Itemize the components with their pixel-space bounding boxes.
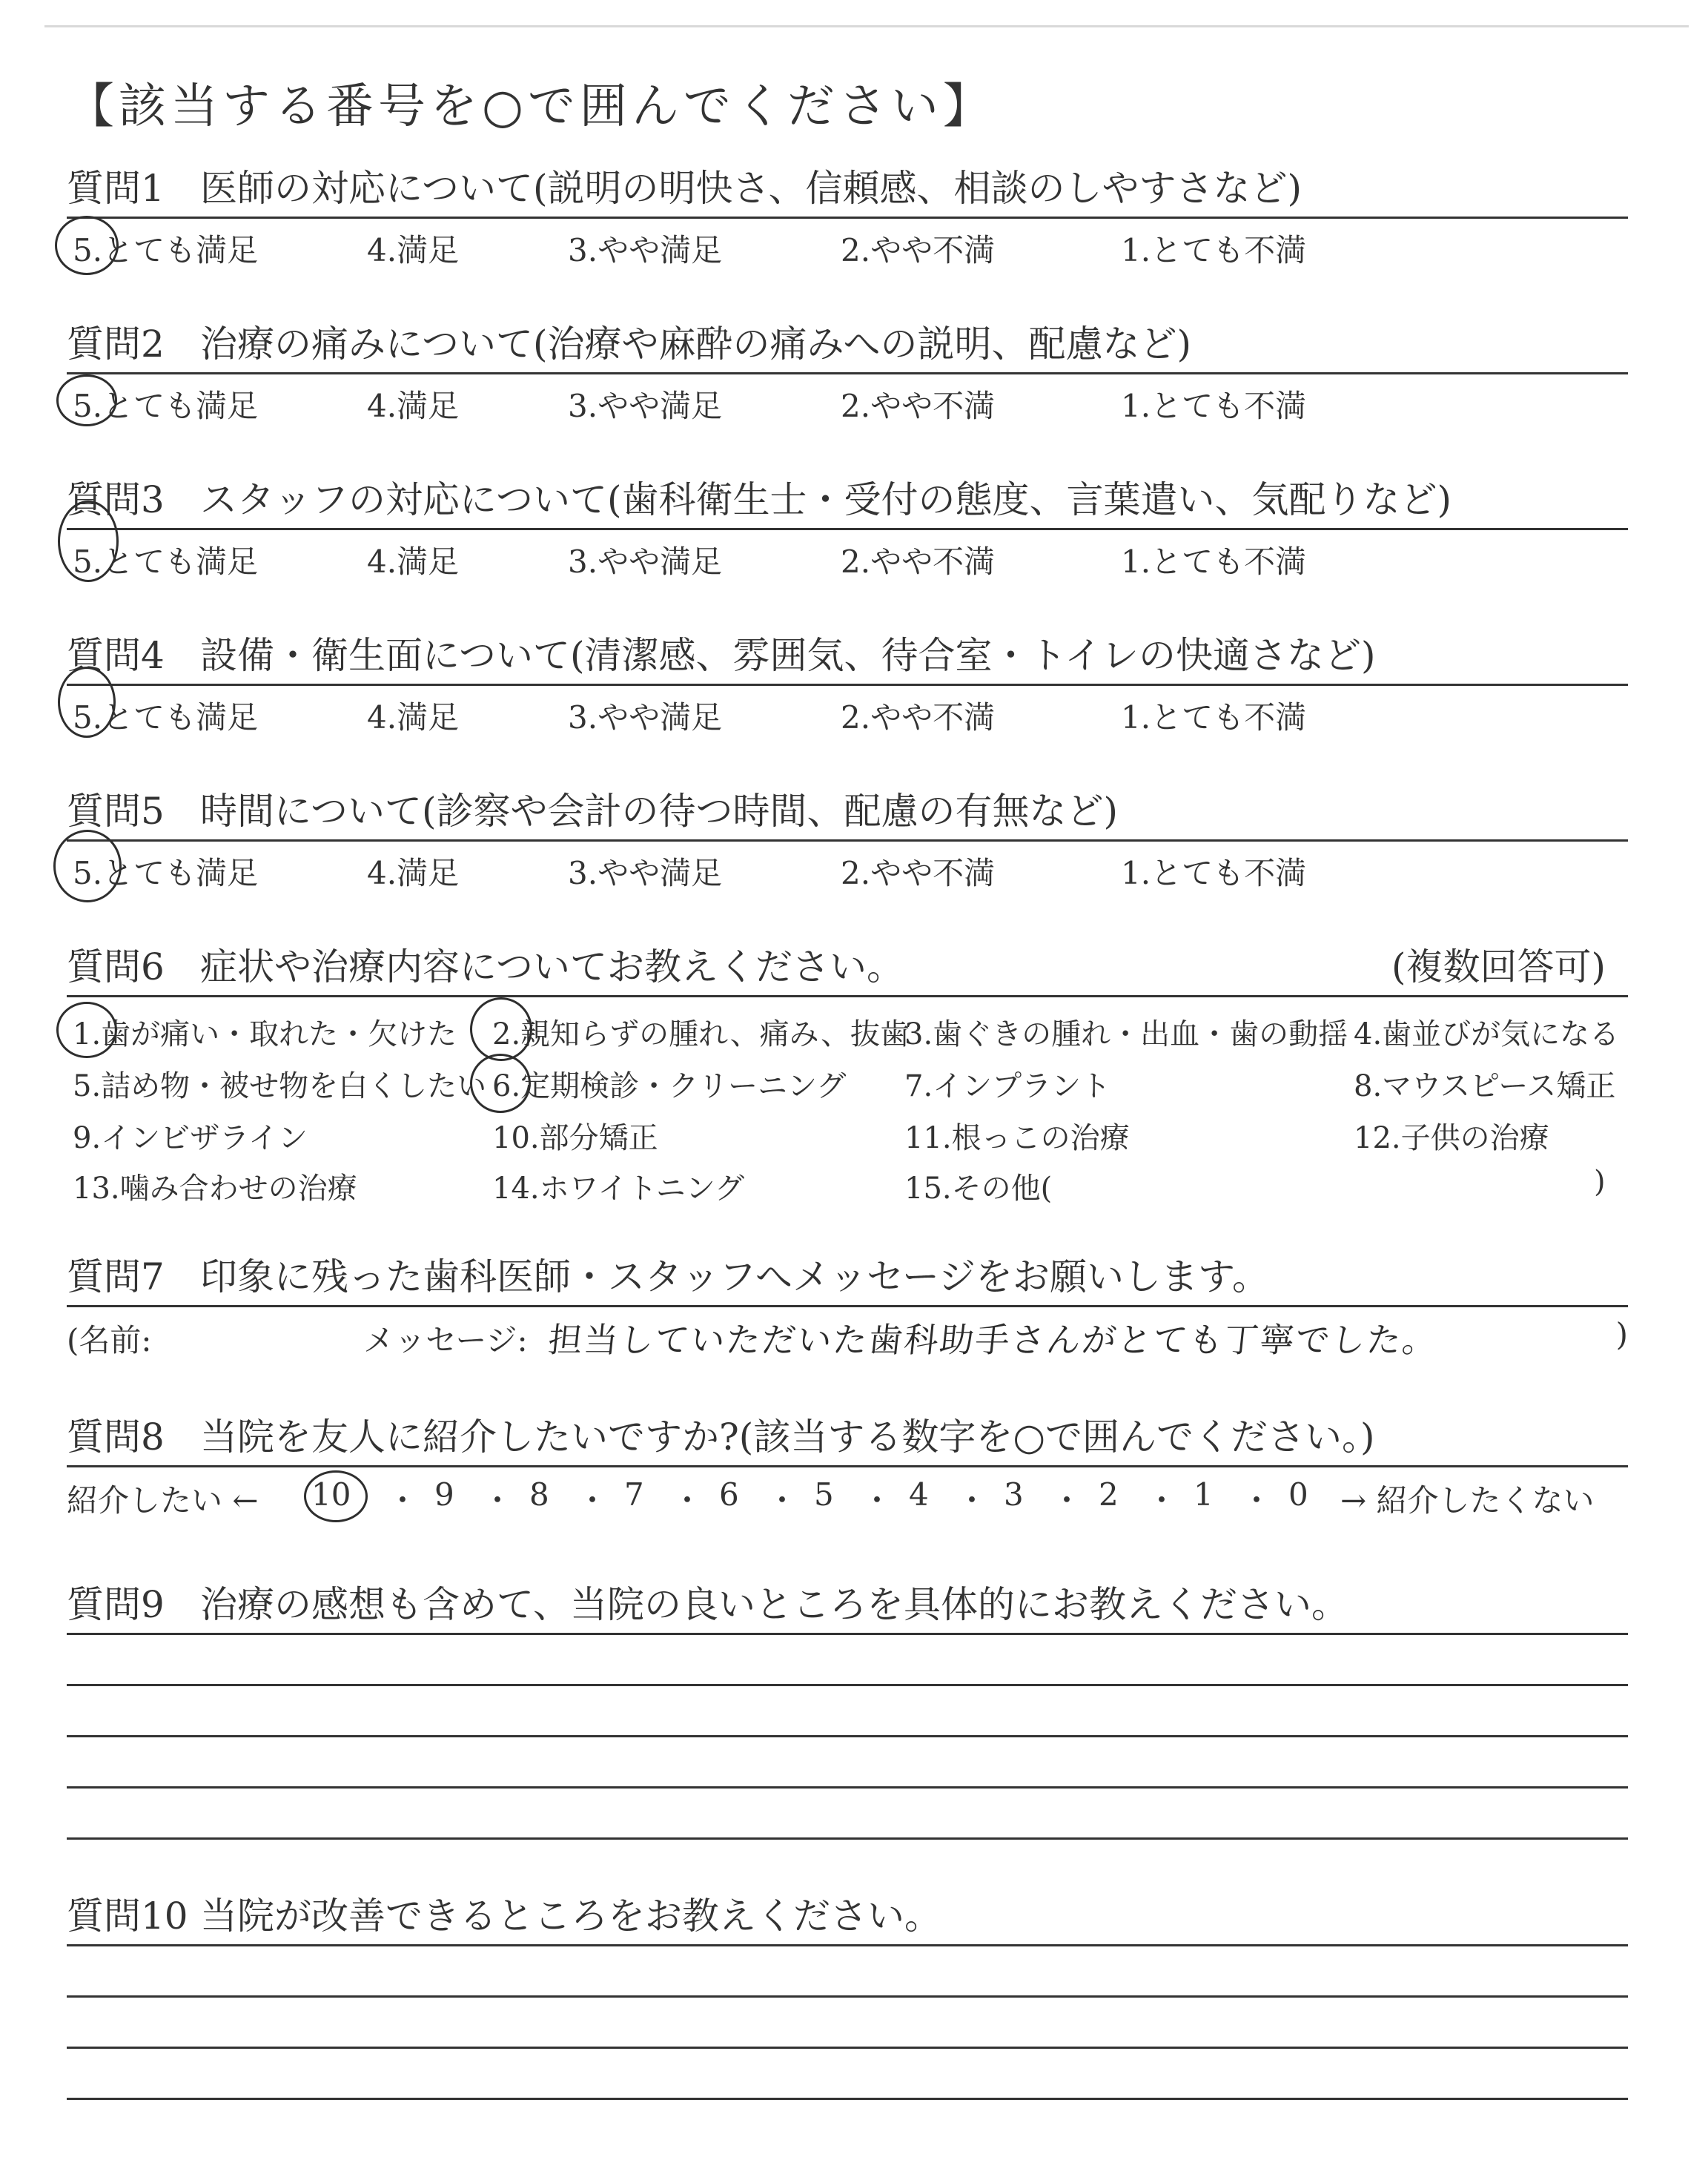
scale-value-10[interactable]: 10 bbox=[311, 1476, 351, 1513]
rating-options bbox=[67, 530, 1628, 582]
symptom-option-15[interactable]: 15.その他( bbox=[904, 1172, 1053, 1206]
rating-option-5[interactable]: 5.とても満足 bbox=[73, 232, 259, 268]
symptom-option-10[interactable]: 10.部分矯正 bbox=[492, 1121, 658, 1155]
rating-option-3[interactable]: 3.やや満足 bbox=[568, 388, 723, 424]
rating-options bbox=[67, 374, 1628, 426]
question-text: 症状や治療内容についてお教えください。 bbox=[200, 945, 904, 988]
scale-separator: ・ bbox=[861, 1482, 893, 1519]
question-number: 質問9 bbox=[67, 1583, 165, 1626]
question-number: 質問2 bbox=[67, 323, 165, 366]
question-text: 当院を友人に紹介したいですか?(該当する数字を○で囲んでください。) bbox=[200, 1416, 1375, 1459]
rating-option-2[interactable]: 2.やや不満 bbox=[841, 232, 996, 268]
rating-option-2[interactable]: 2.やや不満 bbox=[841, 855, 996, 891]
symptom-option-12[interactable]: 12.子供の治療 bbox=[1354, 1121, 1549, 1155]
scale-right-label: → 紹介したくない bbox=[1340, 1482, 1595, 1519]
symptom-option-5[interactable]: 5.詰め物・被せ物を白くしたい bbox=[73, 1069, 487, 1103]
question-number: 質問1 bbox=[67, 167, 165, 210]
question-number: 質問6 bbox=[67, 945, 165, 988]
answer-line[interactable] bbox=[67, 1995, 1628, 1998]
symptom-option-13[interactable]: 13.噛み合わせの治療 bbox=[73, 1172, 357, 1206]
rating-options bbox=[67, 842, 1628, 894]
rating-option-4[interactable]: 4.満足 bbox=[367, 232, 460, 268]
scale-separator: ・ bbox=[482, 1482, 514, 1519]
answer-line[interactable] bbox=[67, 1735, 1628, 1737]
rating-option-2[interactable]: 2.やや不満 bbox=[841, 388, 996, 424]
handwritten-message[interactable]: 担当していただいた歯科助手さんがとても丁寧でした。 bbox=[546, 1320, 1440, 1360]
rating-option-1[interactable]: 1.とても不満 bbox=[1121, 232, 1307, 268]
question-6 bbox=[67, 943, 1628, 1212]
question-10 bbox=[67, 1892, 1628, 2100]
question-text: 印象に残った歯科医師・スタッフへメッセージをお願いします。 bbox=[200, 1255, 1269, 1298]
rating-option-1[interactable]: 1.とても不満 bbox=[1121, 855, 1307, 891]
answer-line[interactable] bbox=[67, 2098, 1628, 2100]
symptom-option-4[interactable]: 4.歯並びが気になる bbox=[1354, 1017, 1620, 1051]
scale-value-3[interactable]: 3 bbox=[1004, 1476, 1024, 1513]
scale-value-9[interactable]: 9 bbox=[434, 1476, 454, 1513]
rating-option-4[interactable]: 4.満足 bbox=[367, 699, 460, 736]
question-5 bbox=[67, 787, 1628, 894]
rating-option-2[interactable]: 2.やや不満 bbox=[841, 544, 996, 580]
symptom-option-7[interactable]: 7.インプラント bbox=[904, 1069, 1111, 1103]
symptom-option-3[interactable]: 3.歯ぐきの腫れ・出血・歯の動揺 bbox=[904, 1017, 1348, 1051]
rating-option-3[interactable]: 3.やや満足 bbox=[568, 544, 723, 580]
symptom-option-6[interactable]: 6.定期検診・クリーニング bbox=[492, 1069, 847, 1103]
question-4 bbox=[67, 632, 1628, 738]
question-2 bbox=[67, 320, 1628, 426]
question-number: 質問3 bbox=[67, 478, 165, 521]
page-top-edge bbox=[44, 25, 1689, 27]
rating-option-5[interactable]: 5.とても満足 bbox=[73, 544, 259, 580]
symptom-option-8[interactable]: 8.マウスピース矯正 bbox=[1354, 1069, 1616, 1103]
rating-option-5[interactable]: 5.とても満足 bbox=[73, 855, 259, 891]
question-text: 当院が改善できるところをお教えください。 bbox=[200, 1895, 941, 1938]
question-number: 質問5 bbox=[67, 790, 165, 833]
symptom-option-14[interactable]: 14.ホワイトニング bbox=[492, 1172, 745, 1206]
scale-separator: ・ bbox=[387, 1482, 419, 1519]
answer-line[interactable] bbox=[67, 1837, 1628, 1840]
symptom-option-2[interactable]: 2.親知らずの腫れ、痛み、抜歯 bbox=[492, 1017, 910, 1051]
scale-separator: ・ bbox=[672, 1482, 704, 1519]
question-text: 時間について(診察や会計の待つ時間、配慮の有無など) bbox=[200, 790, 1119, 833]
scale-value-7[interactable]: 7 bbox=[624, 1476, 644, 1513]
scale-value-0[interactable]: 0 bbox=[1288, 1476, 1308, 1513]
question-number: 質問4 bbox=[67, 634, 165, 677]
rating-option-3[interactable]: 3.やや満足 bbox=[568, 232, 723, 268]
scale-separator: ・ bbox=[1146, 1482, 1178, 1519]
question-rule bbox=[67, 1944, 1628, 1946]
symptom-options bbox=[67, 997, 1628, 1212]
question-9 bbox=[67, 1581, 1628, 1840]
name-label: (名前: bbox=[67, 1322, 152, 1358]
scale-value-8[interactable]: 8 bbox=[529, 1476, 549, 1513]
recommend-scale bbox=[67, 1467, 1628, 1527]
message-close-paren: ) bbox=[1615, 1316, 1628, 1353]
rating-option-5[interactable]: 5.とても満足 bbox=[73, 388, 259, 424]
symptom-option-1[interactable]: 1.歯が痛い・取れた・欠けた bbox=[73, 1017, 457, 1051]
scale-value-6[interactable]: 6 bbox=[719, 1476, 739, 1513]
scale-separator: ・ bbox=[956, 1482, 988, 1519]
question-text: スタッフの対応について(歯科衛生士・受付の態度、言葉遣い、気配りなど) bbox=[200, 478, 1452, 521]
scale-left-label: 紹介したい ← bbox=[67, 1482, 259, 1519]
rating-options bbox=[67, 219, 1628, 271]
rating-option-1[interactable]: 1.とても不満 bbox=[1121, 544, 1307, 580]
symptom-option-9[interactable]: 9.インビザライン bbox=[73, 1121, 308, 1155]
question-text: 医師の対応について(説明の明快さ、信頼感、相談のしやすさなど) bbox=[200, 167, 1302, 210]
question-3 bbox=[67, 476, 1628, 582]
question-8 bbox=[67, 1413, 1628, 1527]
question-text: 治療の感想も含めて、当院の良いところを具体的にお教えください。 bbox=[200, 1583, 1348, 1626]
scale-value-2[interactable]: 2 bbox=[1099, 1476, 1119, 1513]
multiple-answer-note: (複数回答可) bbox=[1391, 945, 1606, 988]
question-number: 質問7 bbox=[67, 1255, 165, 1298]
rating-option-4[interactable]: 4.満足 bbox=[367, 544, 460, 580]
answer-line[interactable] bbox=[67, 1684, 1628, 1686]
question-number: 質問10 bbox=[67, 1895, 188, 1938]
rating-option-4[interactable]: 4.満足 bbox=[367, 855, 460, 891]
question-rule bbox=[67, 1633, 1628, 1635]
rating-option-4[interactable]: 4.満足 bbox=[367, 388, 460, 424]
question-text: 治療の痛みについて(治療や麻酔の痛みへの説明、配慮など) bbox=[200, 323, 1192, 366]
other-close-paren: ) bbox=[1594, 1165, 1606, 1199]
question-7 bbox=[67, 1253, 1628, 1364]
rating-option-3[interactable]: 3.やや満足 bbox=[568, 699, 723, 736]
rating-option-1[interactable]: 1.とても不満 bbox=[1121, 388, 1307, 424]
answer-line[interactable] bbox=[67, 2047, 1628, 2049]
message-label: メッセージ: bbox=[363, 1322, 528, 1358]
scale-separator: ・ bbox=[577, 1482, 609, 1519]
rating-option-3[interactable]: 3.やや満足 bbox=[568, 855, 723, 891]
scale-value-5[interactable]: 5 bbox=[814, 1476, 834, 1513]
rating-options bbox=[67, 686, 1628, 738]
question-1 bbox=[67, 165, 1628, 271]
rating-option-5[interactable]: 5.とても満足 bbox=[73, 699, 259, 736]
instruction-heading: 【該当する番号を○で囲んでください】 bbox=[67, 79, 995, 134]
scale-separator: ・ bbox=[767, 1482, 798, 1519]
scale-separator: ・ bbox=[1051, 1482, 1083, 1519]
scale-value-1[interactable]: 1 bbox=[1194, 1476, 1214, 1513]
scale-separator: ・ bbox=[1241, 1482, 1273, 1519]
question-text: 設備・衛生面について(清潔感、雰囲気、待合室・トイレの快適さなど) bbox=[200, 634, 1376, 677]
question-number: 質問8 bbox=[67, 1416, 165, 1459]
symptom-option-11[interactable]: 11.根っこの治療 bbox=[904, 1121, 1130, 1155]
message-row bbox=[67, 1307, 1628, 1364]
scale-value-4[interactable]: 4 bbox=[909, 1476, 929, 1513]
rating-option-2[interactable]: 2.やや不満 bbox=[841, 699, 996, 736]
answer-line[interactable] bbox=[67, 1786, 1628, 1789]
rating-option-1[interactable]: 1.とても不満 bbox=[1121, 699, 1307, 736]
